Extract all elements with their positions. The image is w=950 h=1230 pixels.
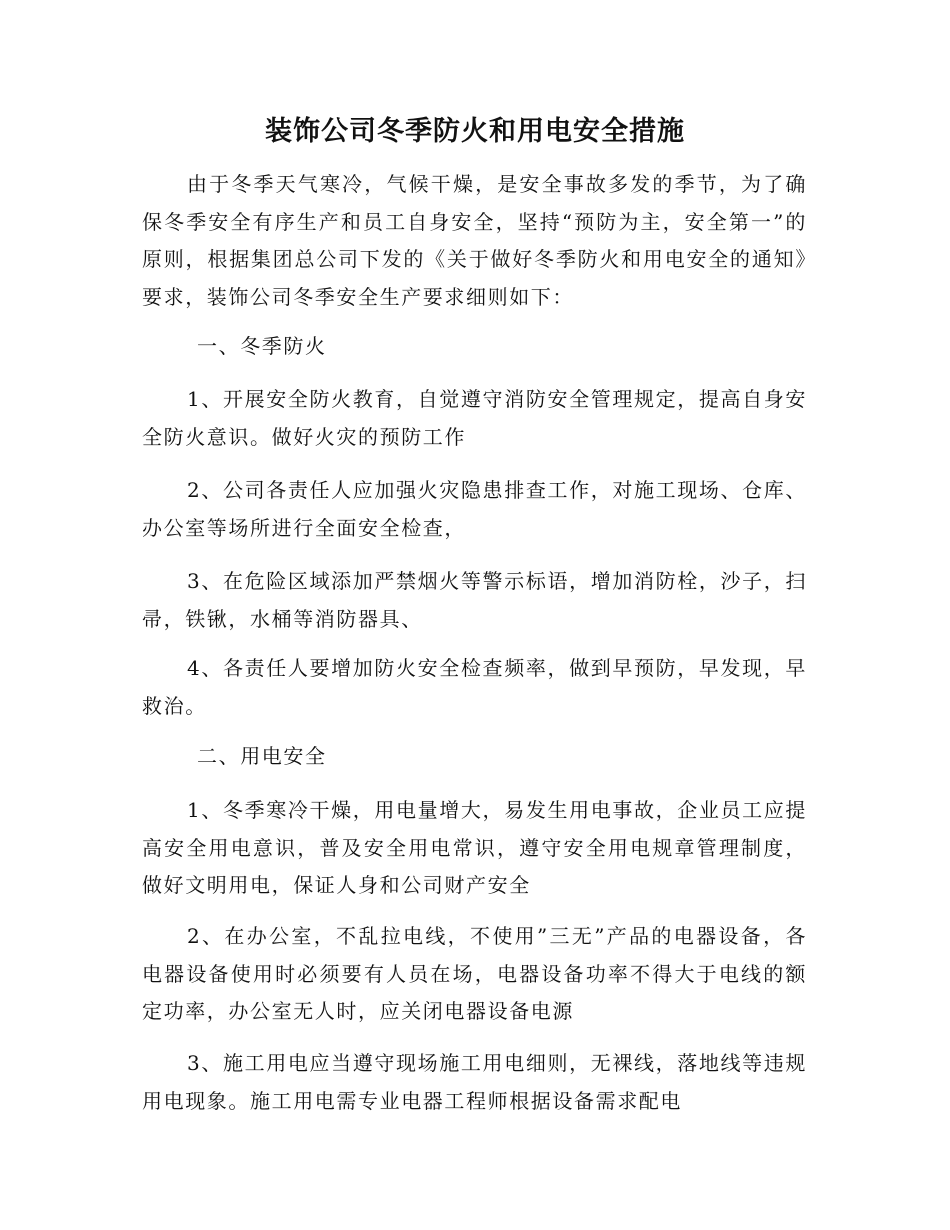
fire-item-4: 4、各责任人要增加防火安全检查频率，做到早预防，早发现，早救治。 bbox=[142, 656, 807, 718]
electric-item-3: 3、施工用电应当遵守现场施工用电细则，无裸线，落地线等违规用电现象。施工用电需专业电器工程师根据设备需求配电 bbox=[142, 1051, 807, 1113]
document-title: 装饰公司冬季防火和用电安全措施 bbox=[265, 116, 685, 147]
fire-item-3: 3、在危险区域添加严禁烟火等警示标语，增加消防栓，沙子，扫帚，铁锹，水桶等消防器具、 bbox=[142, 569, 807, 631]
fire-item-1: 1、开展安全防火教育，自觉遵守消防安全管理规定，提高自身安全防火意识。做好火灾的预防工作 bbox=[142, 387, 807, 449]
electric-item-1: 1、冬季寒冷干燥，用电量增大，易发生用电事故，企业员工应提高安全用电意识，普及安全用电常识，遵守安全用电规章管理制度，做好文明用电，保证人身和公司财产安全 bbox=[142, 798, 807, 897]
intro-paragraph: 由于冬季天气寒冷，气候干燥，是安全事故多发的季节，为了确保冬季安全有序生产和员工自身安全，坚持“预防为主，安全第一”的原则，根据集团总公司下发的《关于做好冬季防火和用电安全的通知》要求，装饰公司冬季安全生产要求细则如下： bbox=[142, 172, 807, 309]
fire-item-2: 2、公司各责任人应加强火灾隐患排查工作，对施工现场、仓库、办公室等场所进行全面安全检查， bbox=[142, 478, 807, 540]
section-heading-fire: 一、冬季防火 bbox=[197, 334, 327, 358]
section-heading-electric: 二、用电安全 bbox=[197, 744, 327, 768]
electric-item-2: 2、在办公室，不乱拉电线，不使用”三无”产品的电器设备，各电器设备使用时必须要有人员在场，电器设备功率不得大于电线的额定功率，办公室无人时，应关闭电器设备电源 bbox=[142, 924, 807, 1023]
